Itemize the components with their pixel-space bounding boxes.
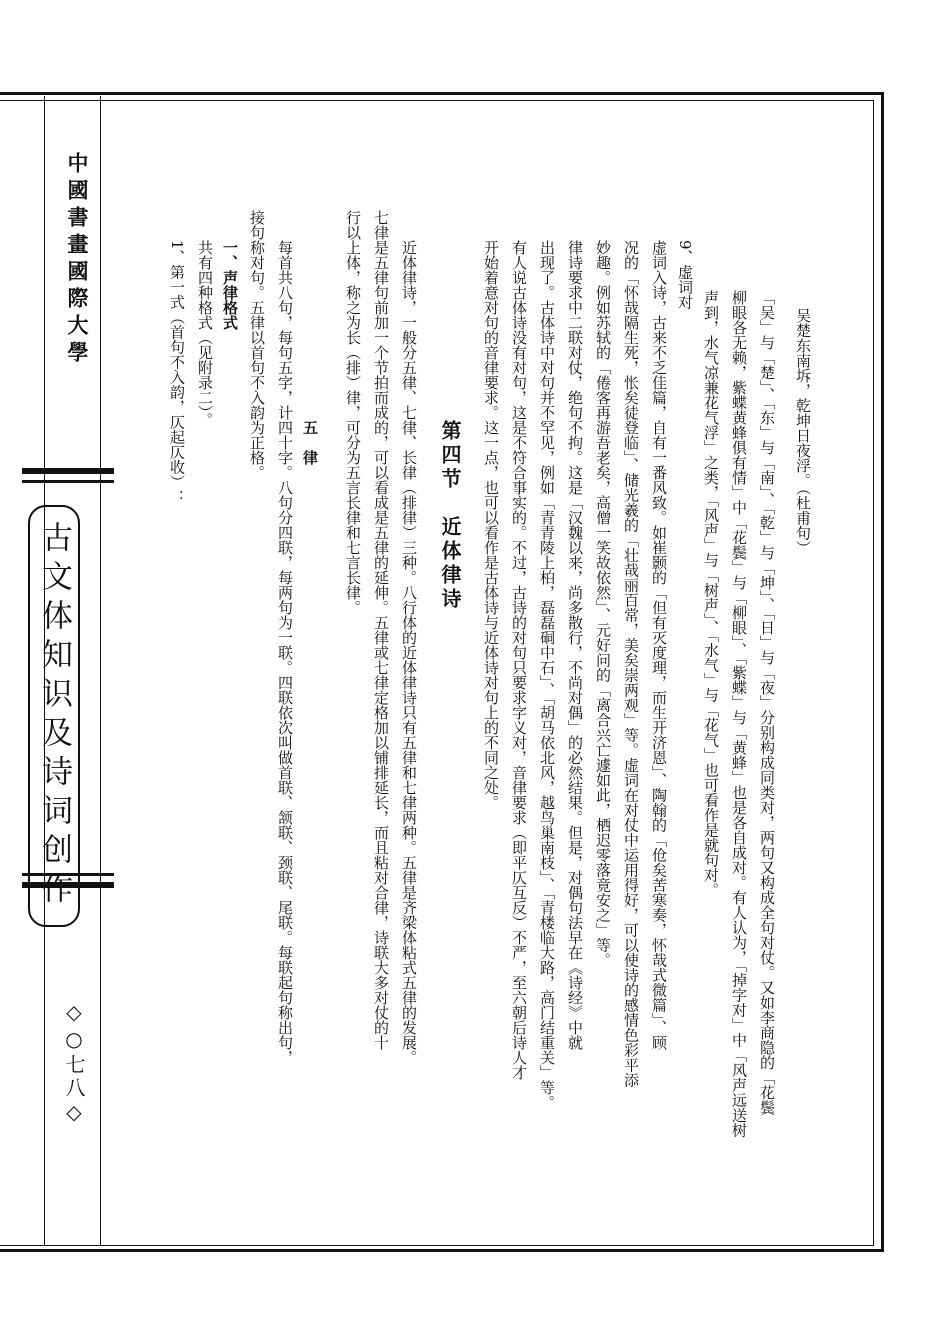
text-col-07: 况的「怀哉隔生死，怅矣徒登临」、储光羲的「壮哉丽百常，美矣崇两观」等。虚词在对仗中运用得好，可以使诗的感情色彩平添 <box>622 240 640 1088</box>
text-col-13: 近体律诗，一般分五律、七律、长律（排律）三种。八行体的近体律诗只有五律和七律两种。五律是齐梁体粘式五律的发展。 <box>400 240 418 1065</box>
text-col-15: 行以上体，称之为长（排）律，可分为五言长律和七言长律。 <box>344 210 362 615</box>
text-col-10: 出现了。古体诗中对句并不罕见，例如「青青陵上柏，磊磊硐中石」、「胡马依北风，越鸟巢南枝」、「青楼临大路，高门结重关」等。 <box>538 240 556 1110</box>
text-col-14: 七律是五律句前加一个节拍而成的，可以看成是五律的延伸。五律或七律定格加以铺排延长，而且粘对合律，诗联大多对仗的十 <box>372 210 390 1050</box>
text-col-04: 声到，水气凉兼花气浮」之类，「风声」与「树声」、「水气」与「花气」也可看作是就句对。 <box>702 290 720 898</box>
text-col-12: 开始着意对句的音律要求。这一点，也可以看作是古体诗与近体诗对句上的不同之处。 <box>482 240 500 810</box>
text-col-05: 9、虚词对 <box>676 240 694 310</box>
text-col-01: 吴楚东南坼，乾坤日夜浮。（杜甫句） <box>794 308 812 556</box>
title-top-bar-thin <box>22 480 114 483</box>
format-heading: 一、声律格式 <box>221 240 239 330</box>
text-col-19: 共有四种格式（见附录二）。 <box>196 240 214 428</box>
text-col-09: 律诗要求中二联对仗，绝句不拘。这是「汉魏以来，尚多散行，不尚对偶」的必然结果。但是，对偶句法早在《诗经》中就 <box>566 240 584 1050</box>
title-top-bar <box>22 468 114 474</box>
subsection-title: 五 律 <box>301 420 319 465</box>
school-name: 中國書畫國際大學 <box>65 152 90 368</box>
text-col-03: 柳眼各无赖，紫蝶黄蜂俱有情」中「花鬓」与「柳眼」、「紫蝶」与「黄蜂」也是各自成对。有人认为，「掉字对」中「风声远送树 <box>730 290 748 1138</box>
text-col-06: 虚词入诗，古来不乏佳篇，自有一番风致。如崔颢的「但有灭度理，而生开济恩」、陶翰的「伧矣苦寒奏，怀哉式微篇」、顾 <box>650 240 668 1050</box>
text-col-16: 每首共八句，每句五字，计四十字。八句分四联，每两句为一联。四联依次叫做首联、颔联、颈联、尾联。每联起句称出句， <box>276 240 294 1065</box>
text-col-02: 「吴」与「楚」、「东」与「南」、「乾」与「坤」、「日」与「夜」分别构成同类对，两句又构成全句对仗。又如李商隐的「花鬓 <box>758 290 776 1115</box>
section-title: 第四节 近体律诗 <box>438 420 462 612</box>
text-col-11: 有人说古体诗没有对句，这是不符合事实的。不过，古诗的对句只要求字义对，音律要求（即平仄互反）不严，至六朝后诗人才 <box>510 240 528 1080</box>
text-col-17: 接句称对句。五律以首句不入韵为正格。 <box>248 210 266 480</box>
text-col-08: 妙趣。例如苏轼的「倦客再游吾老矣，高僧一笑故依然」、元好问的「离合兴亡遽如此，栖迟零落竟安之」等。 <box>594 240 612 968</box>
book-title: 古文体知识及诗词创作 <box>28 505 80 927</box>
page-number: ◇○七八◇ <box>62 1000 86 1127</box>
text-col-20: 1、第一式（首句不入韵，仄起仄收）： <box>168 240 186 505</box>
